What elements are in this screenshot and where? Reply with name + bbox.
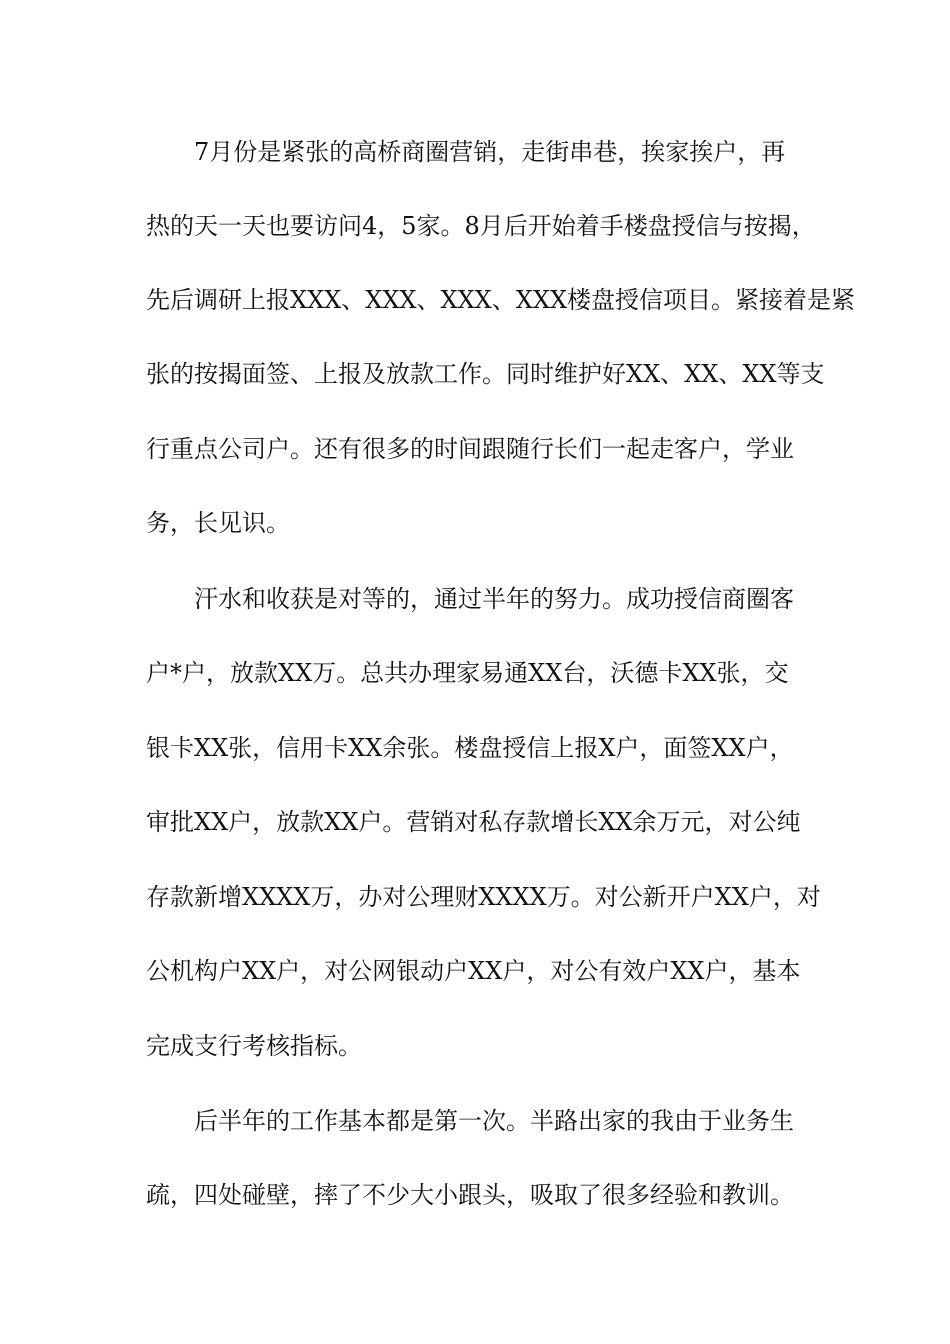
- paragraph-3-line-2: 疏，四处碰壁，摔了不少大小跟头，吸取了很多经验和教训。: [146, 1181, 794, 1209]
- paragraph-2-line-6: 公机构户XX户，对公网银动户XX户，对公有效户XX户，基本: [146, 957, 801, 985]
- paragraph-1-line-4: 张的按揭面签、上报及放款工作。同时维护好XX、XX、XX等支: [146, 360, 825, 388]
- paragraph-2-line-2: 户*户，放款XX万。总共办理家易通XX台，沃德卡XX张，交: [146, 659, 789, 687]
- paragraph-1-line-3: 先后调研上报XXX、XXX、XXX、XXX楼盘授信项目。紧接着是紧: [146, 286, 856, 314]
- paragraph-2-line-5: 存款新增XXXX万，办对公理财XXXX万。对公新开户XX户，对: [146, 883, 821, 911]
- paragraph-3-line-1: 后半年的工作基本都是第一次。半路出家的我由于业务生: [194, 1107, 794, 1135]
- paragraph-2-line-3: 银卡XX张，信用卡XX余张。楼盘授信上报X户，面签XX户，: [146, 734, 794, 762]
- paragraph-2-line-4: 审批XX户，放款XX户。营销对私存款增长XX余万元，对公纯: [146, 808, 801, 836]
- paragraph-1-line-5: 行重点公司户。还有很多的时间跟随行长们一起走客户，学业: [146, 435, 794, 463]
- paragraph-2-line-7: 完成支行考核指标。: [146, 1032, 362, 1060]
- paragraph-1-line-6: 务，长见识。: [146, 509, 290, 537]
- paragraph-1-line-1: 7月份是紧张的高桥商圈营销，走街串巷，挨家挨户，再: [194, 138, 786, 166]
- paragraph-2-line-1: 汗水和收获是对等的，通过半年的努力。成功授信商圈客: [194, 585, 794, 613]
- paragraph-1-line-2: 热的天一天也要访问4，5家。8月后开始着手楼盘授信与按揭，: [146, 212, 816, 240]
